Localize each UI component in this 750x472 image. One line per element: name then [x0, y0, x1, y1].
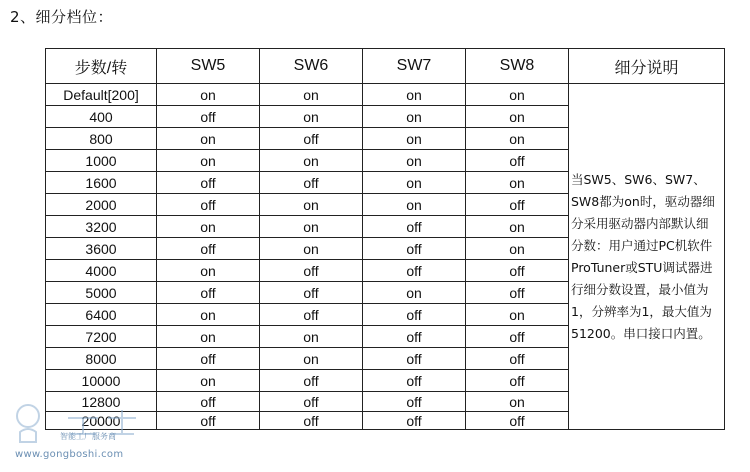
switch-cell: on [260, 216, 363, 238]
switch-cell: off [466, 348, 569, 370]
switch-cell: on [260, 84, 363, 106]
switch-cell: on [157, 216, 260, 238]
switch-cell: off [363, 304, 466, 326]
switch-cell: on [157, 150, 260, 172]
switch-cell: on [157, 304, 260, 326]
switch-cell: on [466, 304, 569, 326]
steps-cell: 5000 [46, 282, 157, 304]
switch-cell: off [466, 326, 569, 348]
switch-cell: off [363, 216, 466, 238]
switch-cell: off [157, 106, 260, 128]
header-sw6: SW6 [260, 49, 363, 84]
steps-cell: 2000 [46, 194, 157, 216]
switch-cell: off [157, 172, 260, 194]
switch-cell: on [260, 238, 363, 260]
switch-cell: off [260, 260, 363, 282]
header-description: 细分说明 [569, 49, 725, 84]
switch-cell: on [466, 84, 569, 106]
steps-cell: Default[200] [46, 84, 157, 106]
steps-cell: 8000 [46, 348, 157, 370]
switch-cell: on [363, 84, 466, 106]
steps-cell: 800 [46, 128, 157, 150]
switch-cell: off [363, 326, 466, 348]
switch-cell: on [363, 128, 466, 150]
switch-cell: on [466, 216, 569, 238]
switch-cell: off [363, 238, 466, 260]
switch-cell: off [466, 370, 569, 392]
switch-cell: on [466, 392, 569, 412]
switch-cell: off [466, 260, 569, 282]
steps-cell: 1600 [46, 172, 157, 194]
switch-cell: off [363, 348, 466, 370]
switch-cell: off [363, 260, 466, 282]
subdivision-table [45, 48, 725, 430]
table-row [46, 84, 725, 106]
switch-cell: off [260, 172, 363, 194]
switch-cell: on [466, 128, 569, 150]
steps-cell: 400 [46, 106, 157, 128]
header-sw7: SW7 [363, 49, 466, 84]
switch-cell: off [157, 348, 260, 370]
switch-cell: off [157, 392, 260, 412]
switch-cell: on [157, 128, 260, 150]
switch-cell: on [466, 106, 569, 128]
header-sw5: SW5 [157, 49, 260, 84]
switch-cell: on [157, 370, 260, 392]
steps-cell: 3200 [46, 216, 157, 238]
switch-cell: on [260, 150, 363, 172]
switch-cell: off [363, 392, 466, 412]
switch-cell: off [466, 150, 569, 172]
switch-cell: off [260, 370, 363, 392]
switch-cell: off [466, 412, 569, 430]
watermark-subtitle: 智能工厂服务商 [60, 432, 116, 441]
switch-cell: off [466, 194, 569, 216]
switch-cell: on [363, 194, 466, 216]
switch-cell: on [363, 282, 466, 304]
switch-cell: on [157, 326, 260, 348]
switch-cell: off [466, 282, 569, 304]
switch-cell: on [260, 326, 363, 348]
switch-cell: on [363, 106, 466, 128]
description-cell: 当SW5、SW6、SW7、SW8都为on时，驱动器细分采用驱动器内部默认细分数：用户通过PC机软件ProTuner或STU调试器进行细分数设置，最小值为1，分辨率为1，最大值为51200。串口接口内置。 [569, 84, 725, 430]
switch-cell: off [157, 412, 260, 430]
switch-cell: off [260, 282, 363, 304]
switch-cell: on [260, 348, 363, 370]
steps-cell: 12800 [46, 392, 157, 412]
steps-cell: 4000 [46, 260, 157, 282]
steps-cell: 10000 [46, 370, 157, 392]
switch-cell: on [157, 260, 260, 282]
steps-cell: 20000 [46, 412, 157, 430]
steps-cell: 7200 [46, 326, 157, 348]
switch-cell: off [157, 238, 260, 260]
switch-cell: on [466, 172, 569, 194]
header-sw8: SW8 [466, 49, 569, 84]
switch-cell: off [157, 194, 260, 216]
switch-cell: on [363, 150, 466, 172]
switch-cell: on [157, 84, 260, 106]
steps-cell: 6400 [46, 304, 157, 326]
switch-cell: off [260, 392, 363, 412]
switch-cell: on [466, 238, 569, 260]
switch-cell: off [157, 282, 260, 304]
watermark-site: www.gongboshi.com [15, 449, 124, 460]
table-header-row [46, 49, 725, 84]
switch-cell: off [260, 128, 363, 150]
steps-cell: 3600 [46, 238, 157, 260]
switch-cell: off [363, 370, 466, 392]
section-heading: 2、细分档位： [10, 8, 114, 26]
switch-cell: on [260, 194, 363, 216]
switch-cell: on [363, 172, 466, 194]
steps-cell: 1000 [46, 150, 157, 172]
switch-cell: off [363, 412, 466, 430]
switch-cell: off [260, 412, 363, 430]
header-steps: 步数/转 [46, 49, 157, 84]
switch-cell: on [260, 106, 363, 128]
switch-cell: off [260, 304, 363, 326]
